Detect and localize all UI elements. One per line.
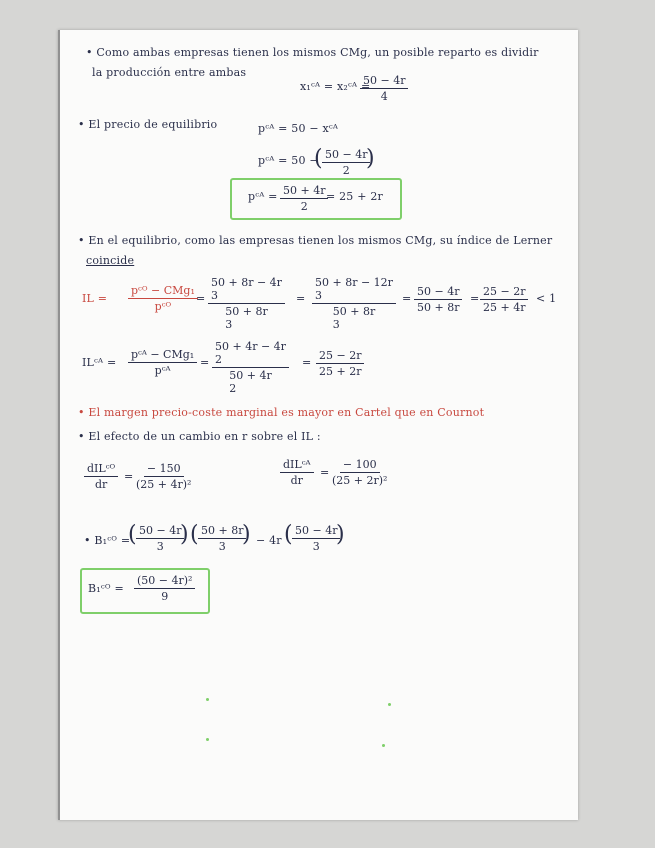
equals-sign: = [320,466,330,479]
fraction-denominator: 25 + 2r [319,365,362,378]
fraction-denominator [225,304,267,331]
fraction-box-profit [134,574,195,603]
equals-sign: = [470,292,480,305]
fraction-derivative-cartel-lhs [280,458,314,487]
fraction-price-2 [322,148,370,177]
equals-sign: = [200,356,210,369]
fraction-numerator: 50 + 4r [280,184,328,199]
equals-sign: = [196,292,206,305]
numerator-bottom: 3 [211,289,218,302]
fraction-numerator: dILᶜᴼ [84,462,118,477]
fraction-denominator: 4 [380,90,388,103]
numerator-top: 50 + 4r − 4r [215,340,286,353]
fraction-numerator [208,276,285,304]
fraction-numerator: 25 − 2r [480,285,528,300]
fraction-il-cartel-def [128,348,197,377]
numerator-top: 50 + 8r − 4r [211,276,282,289]
fraction-numerator [212,340,289,368]
fraction-derivative-cournot-rhs [136,462,191,491]
fraction-numerator: 50 − 4r [414,285,462,300]
fraction-il-cartel-2 [212,340,289,395]
fraction-numerator [312,276,396,304]
paren-right: ) [180,522,189,547]
fraction-denominator: pᶜᴼ [154,300,172,313]
fraction-denominator: 25 + 4r [483,301,526,314]
stray-mark [206,738,209,741]
paren-left: ( [284,522,293,547]
text-line-1: • Como ambas empresas tienen los mismos CMg, un posible reparto es dividir [86,46,539,59]
stray-mark [382,744,385,747]
fraction-numerator: 50 − 4r [136,524,184,539]
box-price-lhs: pᶜᴬ = [248,190,278,203]
fraction-numerator: pᶜᴼ − CMg₁ [128,284,198,299]
paren-left: ( [190,522,199,547]
text-line-5: • En el equilibrio, como las empresas tienen los mismos CMg, su índice de Lerner [78,234,553,247]
equals-sign: = [124,470,134,483]
numerator-bottom: 3 [315,289,322,302]
text-line-3: • El precio de equilibrio [78,118,218,131]
fraction-numerator: − 100 [340,458,380,473]
fraction-numerator: 50 − 4r [360,74,408,89]
paren-right: ) [336,522,345,547]
fraction-profit-2 [198,524,246,553]
stray-mark [388,703,391,706]
text-line-7-conclusion: • El margen precio-coste marginal es mayor en Cartel que en Cournot [78,406,485,419]
profit-minus-4r: − 4r [256,534,282,547]
paren-left: ( [314,146,323,171]
box-price-rhs: = 25 + 2r [326,190,383,203]
equals-sign: = [302,356,312,369]
paper-sheet [58,30,578,820]
fraction-denominator: 3 [218,540,226,553]
fraction-denominator: pᶜᴬ [154,364,171,377]
numerator-bottom: 2 [215,353,222,366]
fraction-profit-1 [136,524,184,553]
fraction-denominator [229,368,271,395]
fraction-il-cournot-3 [312,276,396,331]
fraction-derivative-cournot-lhs [84,462,118,491]
denominator-bottom: 2 [229,382,237,395]
numerator-top: 50 + 8r − 12r [315,276,393,289]
equals-sign: = [296,292,306,305]
equation-price-1: pᶜᴬ = 50 − xᶜᴬ [258,122,339,135]
paren-right: ) [242,522,251,547]
less-than-one: < 1 [536,292,557,305]
fraction-numerator: − 150 [144,462,184,477]
paper-edge-shadow [58,30,60,820]
fraction-il-cournot-def [128,284,198,313]
fraction-denominator: 3 [312,540,320,553]
fraction-numerator: pᶜᴬ − CMg₁ [128,348,197,363]
text-line-8: • El efecto de un cambio en r sobre el IL : [78,430,321,443]
fraction-box-price [280,184,328,213]
fraction-denominator [333,304,375,331]
equals-sign: = [402,292,412,305]
fraction-denominator: 50 + 8r [417,301,460,314]
denominator-top: 50 + 8r [225,305,268,318]
fraction-numerator: 25 − 2r [316,349,364,364]
fraction-denominator: (25 + 2r)² [332,474,388,487]
fraction-numerator: 50 − 4r [292,524,340,539]
fraction-profit-3 [292,524,340,553]
paren-right: ) [366,146,375,171]
denominator-top: 50 + 8r [332,305,376,318]
fraction-denominator: (25 + 4r)² [136,478,192,491]
fraction-denominator: dr [290,474,303,487]
fraction-il-cournot-5 [480,285,528,314]
fraction-denominator: 3 [156,540,164,553]
fraction-il-cournot-4 [414,285,462,314]
paren-left: ( [128,522,137,547]
stray-mark [206,698,209,701]
fraction-denominator: 2 [300,200,308,213]
fraction-denominator: 9 [161,590,169,603]
denominator-bottom: 3 [332,318,340,331]
text-line-6: coincide [86,254,135,267]
equation-price-2: pᶜᴬ = 50 − [258,154,319,167]
fraction-il-cournot-2 [208,276,285,331]
denominator-bottom: 3 [225,318,233,331]
il-cournot-lhs: IL = [82,292,108,305]
fraction-numerator: (50 − 4r)² [134,574,195,589]
box-profit-lhs: B₁ᶜᴼ = [88,582,124,595]
fraction-numerator: dILᶜᴬ [280,458,314,473]
fraction-denominator: 2 [342,164,350,177]
fraction-derivative-cartel-rhs [332,458,387,487]
equation-equal-split: x₁ᶜᴬ = x₂ᶜᴬ = [300,80,371,93]
fraction-denominator: dr [94,478,108,491]
fraction-numerator: 50 − 4r [322,148,370,163]
denominator-top: 50 + 4r [229,369,272,382]
text-line-2: la producción entre ambas [92,66,247,79]
fraction-numerator: 50 + 8r [198,524,246,539]
fraction-il-cartel-3 [316,349,364,378]
il-cartel-lhs: ILᶜᴬ = [82,356,117,369]
profit-lhs: • B₁ᶜᴼ = [84,534,131,547]
fraction-split [360,74,408,103]
